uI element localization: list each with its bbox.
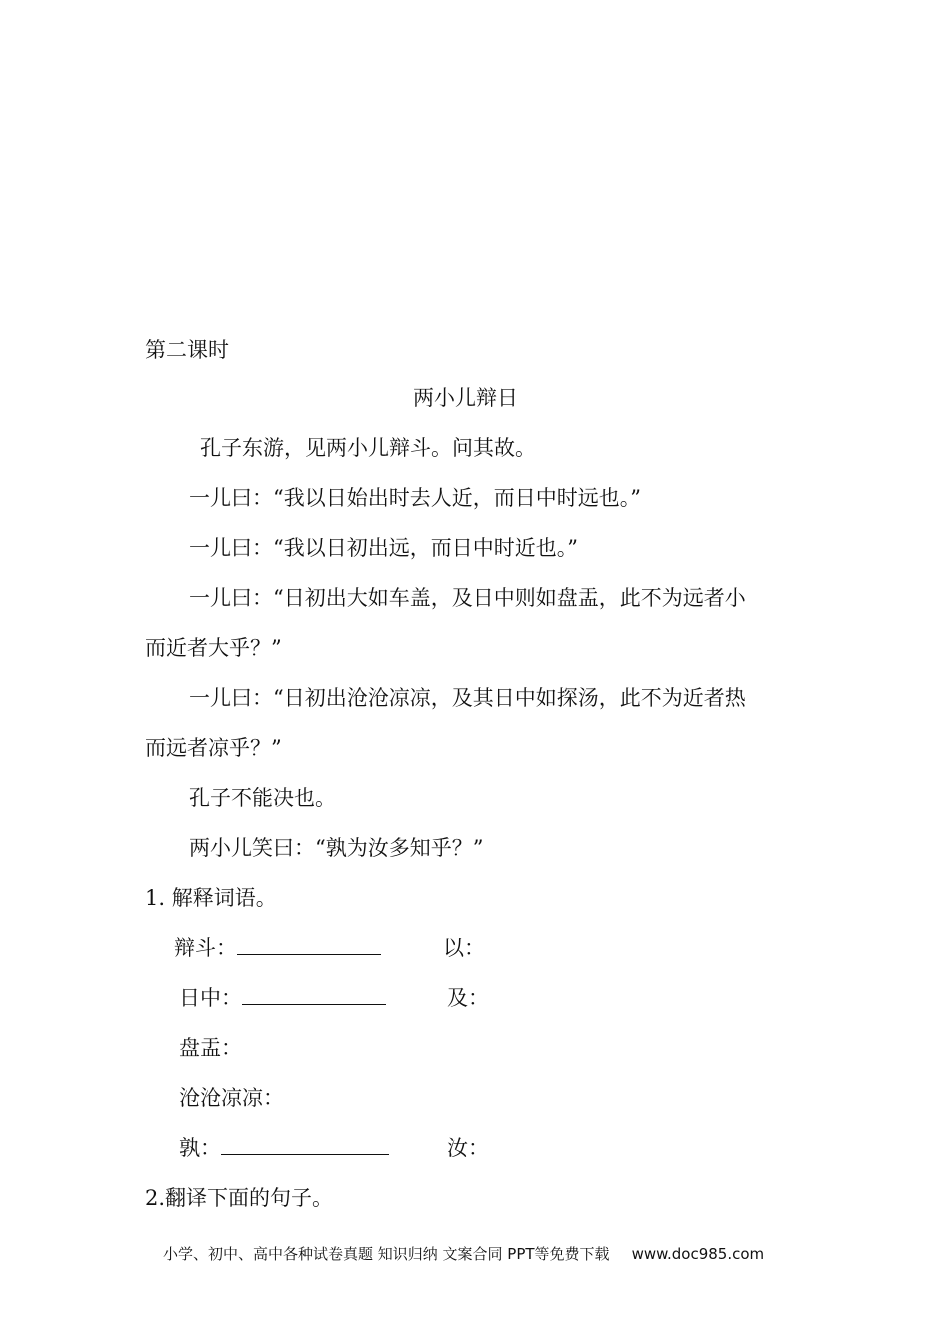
paragraph-4-line-1: 一儿曰：“日初出大如车盖，及日中则如盘盂，此不为远者小: [189, 586, 746, 610]
term-label: 辩斗：: [174, 936, 237, 960]
answer-blank[interactable]: [237, 934, 381, 955]
paragraph-2: 一儿曰：“我以日始出时去人近，而日中时远也。”: [189, 486, 641, 510]
answer-blank[interactable]: [242, 984, 386, 1005]
paragraph-6: 孔子不能决也。: [189, 786, 336, 810]
footer: [163, 1243, 764, 1265]
term-label: 汝：: [447, 1136, 489, 1160]
term-canglang: [179, 1084, 284, 1112]
term-label: 及：: [447, 986, 489, 1010]
footer-text: 小学、初中、高中各种试卷真题 知识归纳 文案合同 PPT等免费下载: [163, 1245, 610, 1263]
term-ji: [447, 984, 489, 1012]
term-biandou: [174, 934, 381, 962]
term-label: 以：: [443, 936, 485, 960]
paragraph-5-line-2: 而远者凉乎？”: [145, 736, 282, 760]
paragraph-7: 两小儿笑曰：“孰为汝多知乎？”: [189, 836, 484, 860]
paragraph-5-line-1: 一儿曰：“日初出沧沧凉凉，及其日中如探汤，此不为近者热: [189, 686, 746, 710]
term-ru: [447, 1134, 489, 1162]
lesson-label: 第二课时: [145, 338, 229, 362]
question-2-heading: 2.翻译下面的句子。: [145, 1186, 334, 1210]
paragraph-1: 孔子东游，见两小儿辩斗。问其故。: [200, 436, 536, 460]
term-label: 孰：: [179, 1136, 221, 1160]
paragraph-4-line-2: 而近者大乎？”: [145, 636, 282, 660]
term-rizhong: [179, 984, 386, 1012]
term-label: 盘盂：: [179, 1036, 242, 1060]
term-label: 沧沧凉凉：: [179, 1086, 284, 1110]
term-label: 日中：: [179, 986, 242, 1010]
paragraph-3: 一儿曰：“我以日初出远，而日中时近也。”: [189, 536, 578, 560]
question-1-heading: 1. 解释词语。: [145, 886, 277, 910]
page-title: 两小儿辩日: [413, 386, 518, 410]
term-yi: [443, 934, 485, 962]
term-shu: [179, 1134, 389, 1162]
answer-blank[interactable]: [221, 1134, 389, 1155]
footer-link[interactable]: www.doc985.com: [631, 1245, 765, 1263]
term-panyu: [179, 1034, 242, 1062]
